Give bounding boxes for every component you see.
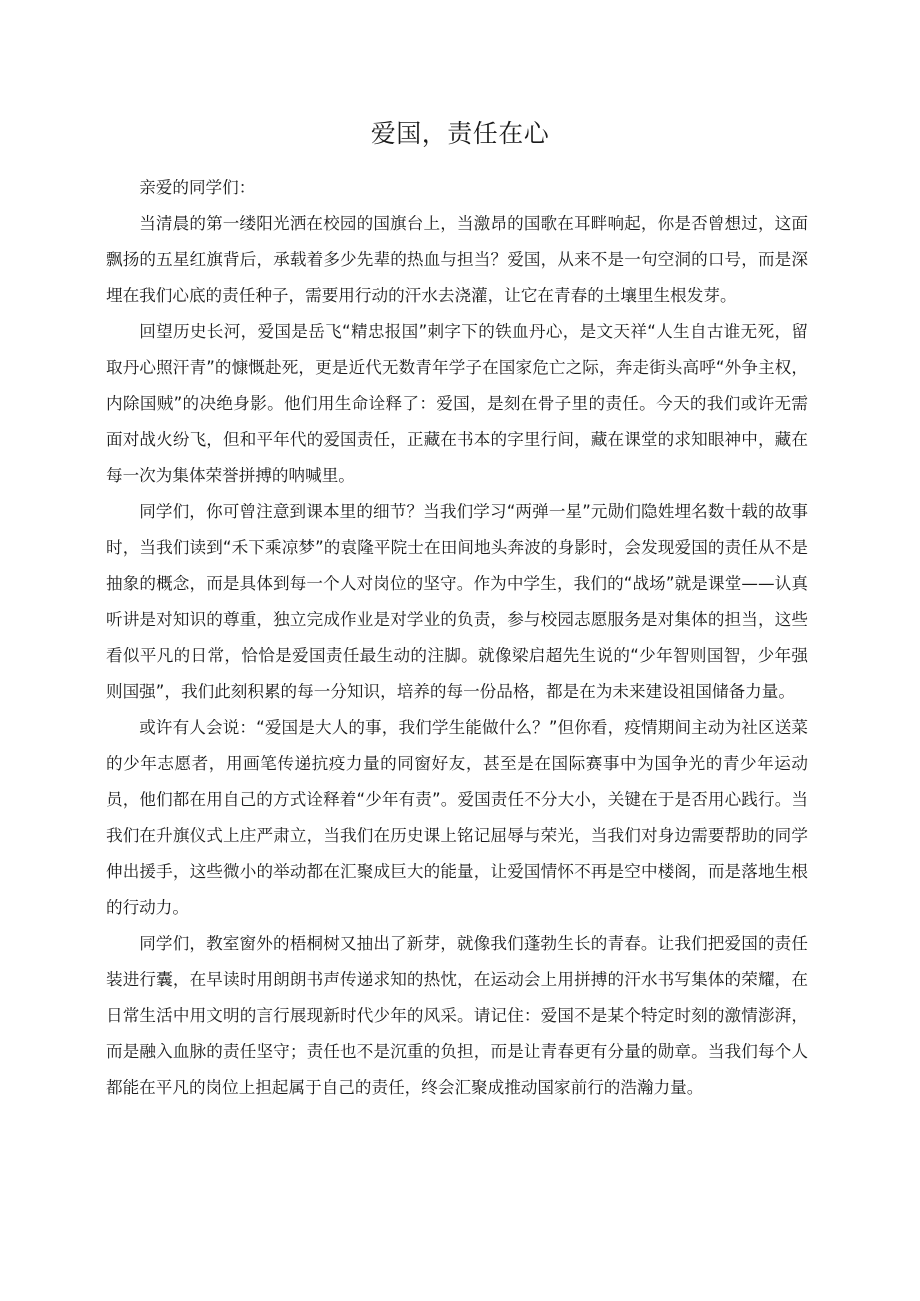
paragraph-4: 或许有人会说：“爱国是大人的事，我们学生能做什么？”但你看，疫情期间主动为社区送菜的少年志愿者，用画笔传递抗疫力量的同窗好友，甚至是在国际赛事中为国争光的青少年运动员，他们都在用自己的方式诠释着“少年有责”。爱国责任不分大小，关键在于是否用心践行。当我们在升旗仪式上庄严肃立，当我们在历史课上铭记屈辱与荣光，当我们对身边需要帮助的同学伸出援手，这些微小的举动都在汇聚成巨大的能量，让爱国情怀不再是空中楼阁，而是落地生根的行动力。: [106, 718, 808, 917]
page-title: 爱国，责任在心: [370, 119, 550, 148]
greeting: 亲爱的同学们：: [139, 178, 256, 197]
document-body: [106, 170, 808, 1106]
paragraph-2: 回望历史长河，爱国是岳飞“精忠报国”刺字下的铁血丹心，是文天祥“人生自古谁无死，留取丹心照汗青”的慷慨赴死，更是近代无数青年学子在国家危亡之际，奔走街头高呼“外争主权，内除国贼”的决绝身影。他们用生命诠释了：爱国，是刻在骨子里的责任。今天的我们或许无需面对战火纷飞，但和平年代的爱国责任，正藏在书本的字里行间，藏在课堂的求知眼神中，藏在每一次为集体荣誉拼搏的呐喊里。: [106, 322, 808, 486]
paragraph-5: 同学们，教室窗外的梧桐树又抽出了新芽，就像我们蓬勃生长的青春。让我们把爱国的责任装进行囊，在早读时用朗朗书声传递求知的热忱，在运动会上用拼搏的汗水书写集体的荣耀，在日常生活中用文明的言行展现新时代少年的风采。请记住：爱国不是某个特定时刻的激情澎湃，而是融入血脉的责任坚守；责任也不是沉重的负担，而是让青春更有分量的勋章。当我们每个人都能在平凡的岗位上担起属于自己的责任，终会汇聚成推动国家前行的浩瀚力量。: [106, 933, 808, 1097]
paragraph-1: 当清晨的第一缕阳光洒在校园的国旗台上，当激昂的国歌在耳畔响起，你是否曾想过，这面飘扬的五星红旗背后，承载着多少先辈的热血与担当？爱国，从来不是一句空洞的口号，而是深埋在我们心底的责任种子，需要用行动的汗水去浇灌，让它在青春的土壤里生根发芽。: [106, 214, 808, 306]
paragraph-3: 同学们，你可曾注意到课本里的细节？当我们学习“两弹一星”元勋们隐姓埋名数十载的故事时，当我们读到“禾下乘凉梦”的袁隆平院士在田间地头奔波的身影时，会发现爱国的责任从不是抽象的概念，而是具体到每一个人对岗位的坚守。作为中学生，我们的“战场”就是课堂——认真听讲是对知识的尊重，独立完成作业是对学业的负责，参与校园志愿服务是对集体的担当，这些看似平凡的日常，恰恰是爱国责任最生动的注脚。就像梁启超先生说的“少年智则国智，少年强则国强”，我们此刻积累的每一分知识，培养的每一份品格，都是在为未来建设祖国储备力量。: [106, 502, 808, 701]
